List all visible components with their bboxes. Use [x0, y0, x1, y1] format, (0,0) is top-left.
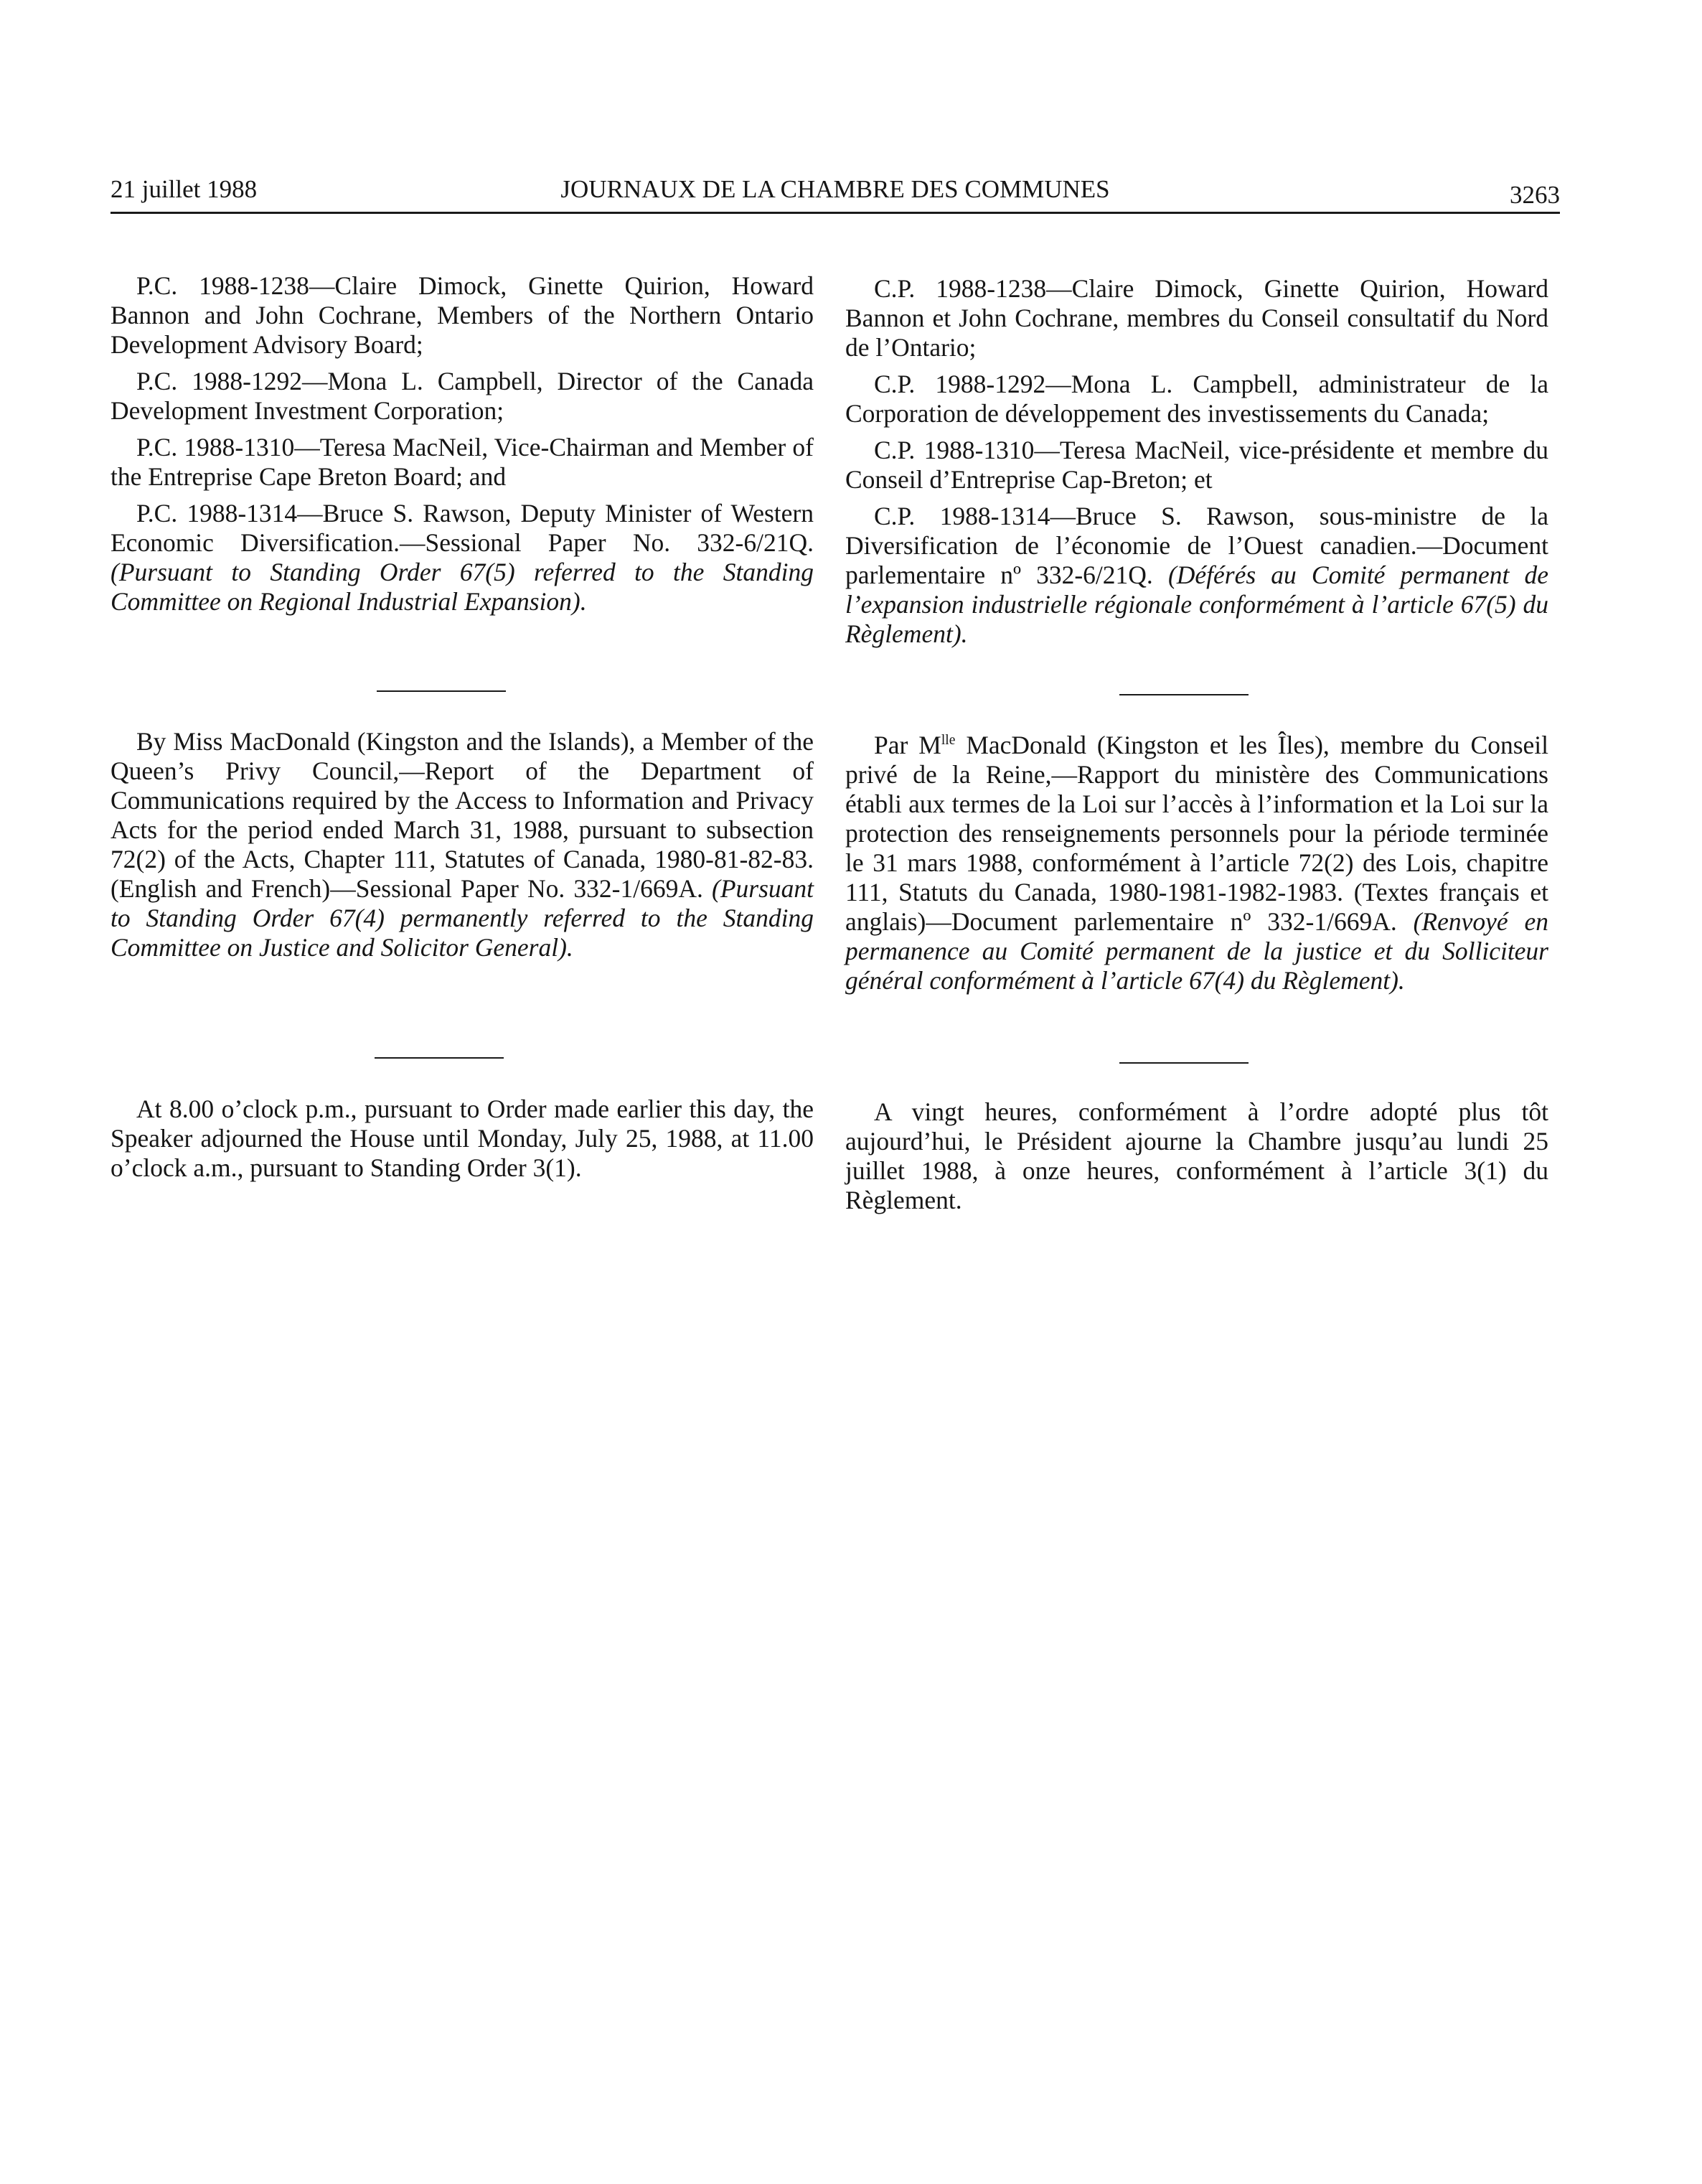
committee-reference: (Pursuant to Standing Order 67(4) permanently referred to the Standing Committee on Justice and Solicitor General). [111, 874, 814, 962]
page-number: 3263 [1510, 181, 1560, 209]
adjournment-paragraph: At 8.00 o’clock p.m., pursuant to Order made earlier this day, the Speaker adjourned the House until Monday, July 25, 1988, at 11.00 o’clock a.m., pursuant to Standing Order 3(1). [111, 1095, 814, 1182]
english-appointments [111, 271, 814, 624]
report-text: MacDonald (Kingston et les Îles), membre du Conseil privé de la Reine,—Rapport du ministère des Communications établi aux termes de la Loi sur l’accès à l’information et la Loi sur la protection des renseignements personnels pour la période terminée le 31 mars 1988, conformément à l’article 72(2) des Lois, chapitre 111, Statuts du Canada, 1980-1981-1982-1983. (Textes français et anglais)—Document parlementaire nº 332-1/669A. [845, 731, 1548, 936]
section-separator [375, 1057, 504, 1059]
appointment-paragraph: C.P. 1988-1310—Teresa MacNeil, vice-présidente et membre du Conseil d’Entreprise Cap-Breton; et [845, 436, 1548, 494]
report-prefix: Par M [874, 731, 941, 759]
appointment-paragraph: P.C. 1988-1310—Teresa MacNeil, Vice-Chairman and Member of the Entreprise Cape Breton Board; and [111, 433, 814, 491]
header-date: 21 juillet 1988 [111, 175, 258, 203]
section-separator [377, 690, 506, 692]
committee-reference: (Pursuant to Standing Order 67(5) referred to the Standing Committee on Regional Industrial Expansion). [111, 558, 814, 616]
french-adjournment [845, 1097, 1548, 1222]
appointment-paragraph: C.P. 1988-1292—Mona L. Campbell, administrateur de la Corporation de développement des investissements du Canada; [845, 370, 1548, 428]
section-separator [1119, 694, 1249, 695]
english-adjournment [111, 1095, 814, 1190]
appointment-paragraph [845, 502, 1548, 649]
report-superscript: lle [941, 733, 956, 749]
french-appointments [845, 274, 1548, 656]
committee-reference: (Déférés au Comité permanent de l’expansion industrielle régionale conformément à l’article 67(5) du Règlement). [845, 561, 1548, 648]
adjournment-paragraph: A vingt heures, conformément à l’ordre adopté plus tôt aujourd’hui, le Président ajourne la Chambre jusqu’au lundi 25 juillet 1988, à onze heures, conformément à l’article 3(1) du Règlement. [845, 1097, 1548, 1214]
appointment-text: C.P. 1988-1314—Bruce S. Rawson, sous-ministre de la Diversification de l’économie de l’Ouest canadien.—Document parlementaire nº 332-6/21Q. [845, 502, 1548, 589]
header-title: JOURNAUX DE LA CHAMBRE DES COMMUNES [560, 175, 1110, 203]
appointment-paragraph: C.P. 1988-1238—Claire Dimock, Ginette Quirion, Howard Bannon et John Cochrane, membres du Conseil consultatif du Nord de l’Ontario; [845, 274, 1548, 362]
page-header [111, 167, 1560, 214]
section-separator [1119, 1062, 1249, 1064]
report-paragraph [111, 727, 814, 962]
appointment-paragraph: P.C. 1988-1238—Claire Dimock, Ginette Quirion, Howard Bannon and John Cochrane, Members of the Northern Ontario Development Advisory Board; [111, 271, 814, 359]
report-text: By Miss MacDonald (Kingston and the Islands), a Member of the Queen’s Privy Council,—Report of the Department of Communications required by the Access to Information and Privacy Acts for the period ended March 31, 1988, pursuant to subsection 72(2) of the Acts, Chapter 111, Statutes of Canada, 1980-81-82-83. (English and French)—Sessional Paper No. 332-1/669A. [111, 727, 814, 903]
appointment-paragraph [111, 499, 814, 617]
french-report [845, 731, 1548, 1003]
english-report [111, 727, 814, 970]
committee-reference: (Renvoyé en permanence au Comité permanent de la justice et du Solliciteur général conformément à l’article 67(4) du Règlement). [845, 907, 1548, 995]
appointment-text: P.C. 1988-1314—Bruce S. Rawson, Deputy Minister of Western Economic Diversification.—Sessional Paper No. 332-6/21Q. [111, 499, 814, 557]
report-paragraph [845, 731, 1548, 995]
appointment-paragraph: P.C. 1988-1292—Mona L. Campbell, Director of the Canada Development Investment Corporation; [111, 367, 814, 425]
